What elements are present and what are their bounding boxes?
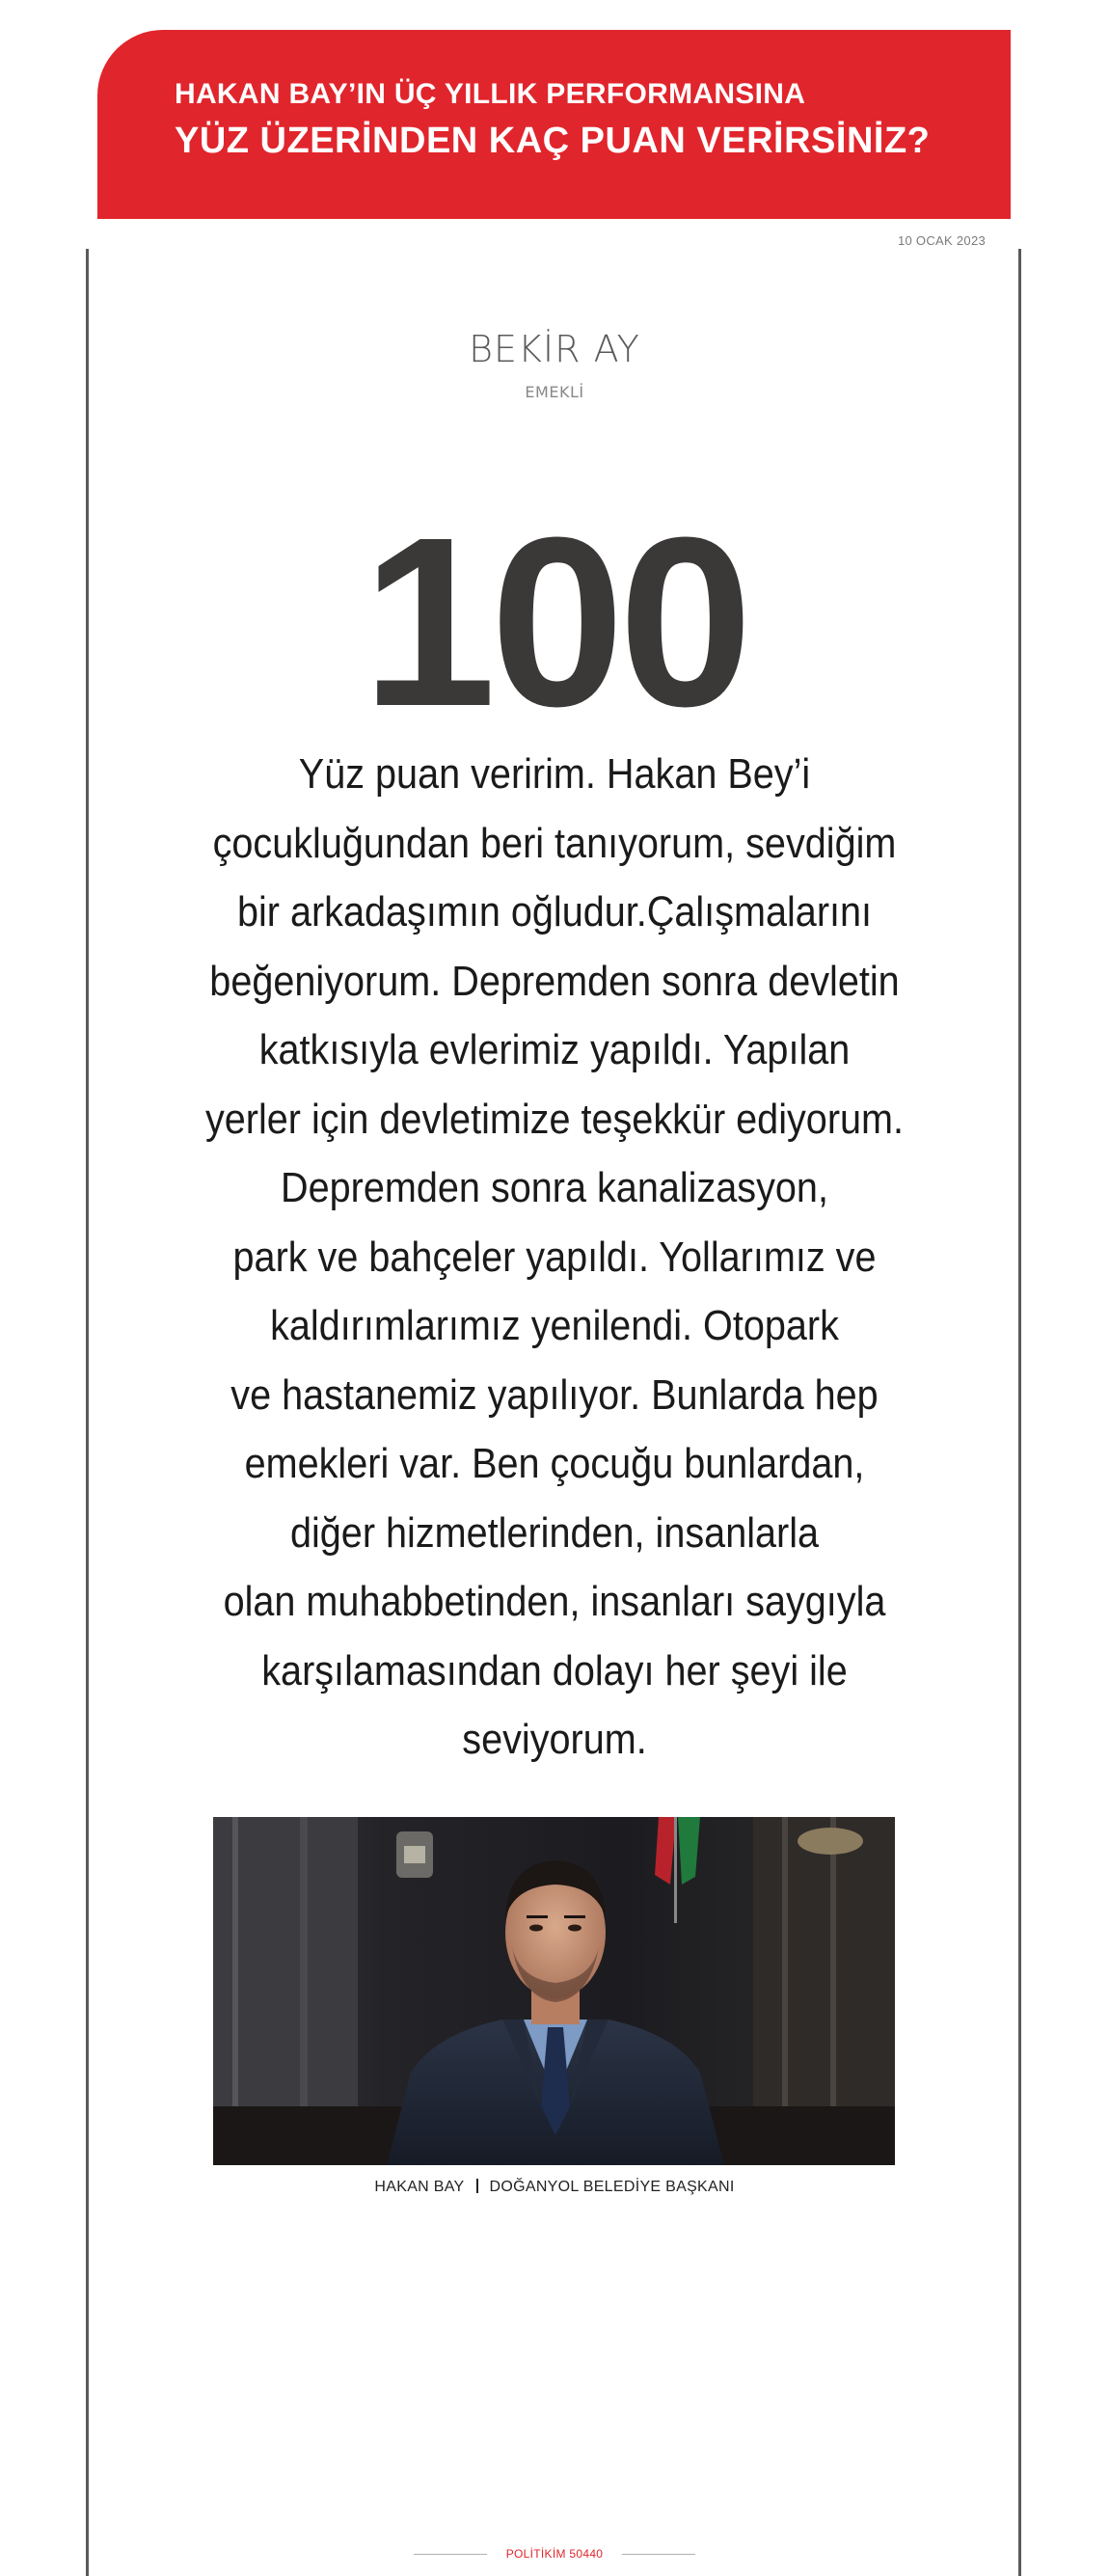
score-value: 100 — [362, 487, 747, 756]
quote-line: çocukluğundan beri tanıyorum, sevdiğim — [212, 819, 897, 867]
quote-line: emekleri var. Ben çocuğu bunlardan, — [244, 1440, 865, 1487]
caption-separator — [476, 2179, 478, 2193]
quote-line: Yüz puan veririm. Hakan Bey’i — [298, 750, 811, 798]
headline-banner — [97, 30, 1011, 219]
respondent-name: BEKİR AY — [469, 328, 640, 370]
headline-line-1: HAKAN BAY’IN ÜÇ YILLIK PERFORMANSINA — [175, 78, 806, 110]
quote-line: seviyorum. — [462, 1716, 647, 1763]
page-footer — [0, 2547, 1109, 2561]
quote-line: katkısıyla evlerimiz yapıldı. Yapılan — [258, 1026, 851, 1073]
footer-line-left — [414, 2554, 487, 2555]
footer-text: POLİTİKİM 50440 — [505, 2547, 604, 2561]
caption-name: HAKAN BAY — [374, 2179, 465, 2195]
respondent-quote — [186, 740, 924, 1775]
quote-line: yerler için devletimize teşekkür ediyorum. — [204, 1095, 905, 1143]
quote-line: ve hastanemiz yapılıyor. Bunlarda hep — [230, 1370, 879, 1419]
photo-caption — [0, 2179, 1109, 2196]
quote-line: Depremden sonra kanalizasyon, — [281, 1164, 828, 1211]
headline-line-2: YÜZ ÜZERİNDEN KAÇ PUAN VERİRSİNİZ? — [175, 121, 931, 161]
respondent-role: EMEKLİ — [525, 383, 584, 401]
footer-line-right — [622, 2554, 695, 2555]
quote-line: olan muhabbetinden, insanları saygıyla — [223, 1578, 886, 1625]
quote-line: park ve bahçeler yapıldı. Yollarımız ve — [232, 1233, 877, 1281]
caption-title: DOĞANYOL BELEDİYE BAŞKANI — [489, 2179, 735, 2195]
quote-line: kaldırımlarımız yenilendi. Otopark — [270, 1302, 839, 1349]
quote-line: karşılamasından dolayı her şeyi ile — [261, 1646, 848, 1695]
quote-line: beğeniyorum. Depremden sonra devletin — [209, 957, 900, 1005]
quote-line: diğer hizmetlerinden, insanlarla — [289, 1508, 820, 1557]
publish-date: 10 OCAK 2023 — [897, 233, 986, 248]
mayor-portrait-photo — [213, 1817, 895, 2165]
quote-line: bir arkadaşımın oğludur.Çalışmalarını — [236, 888, 873, 935]
